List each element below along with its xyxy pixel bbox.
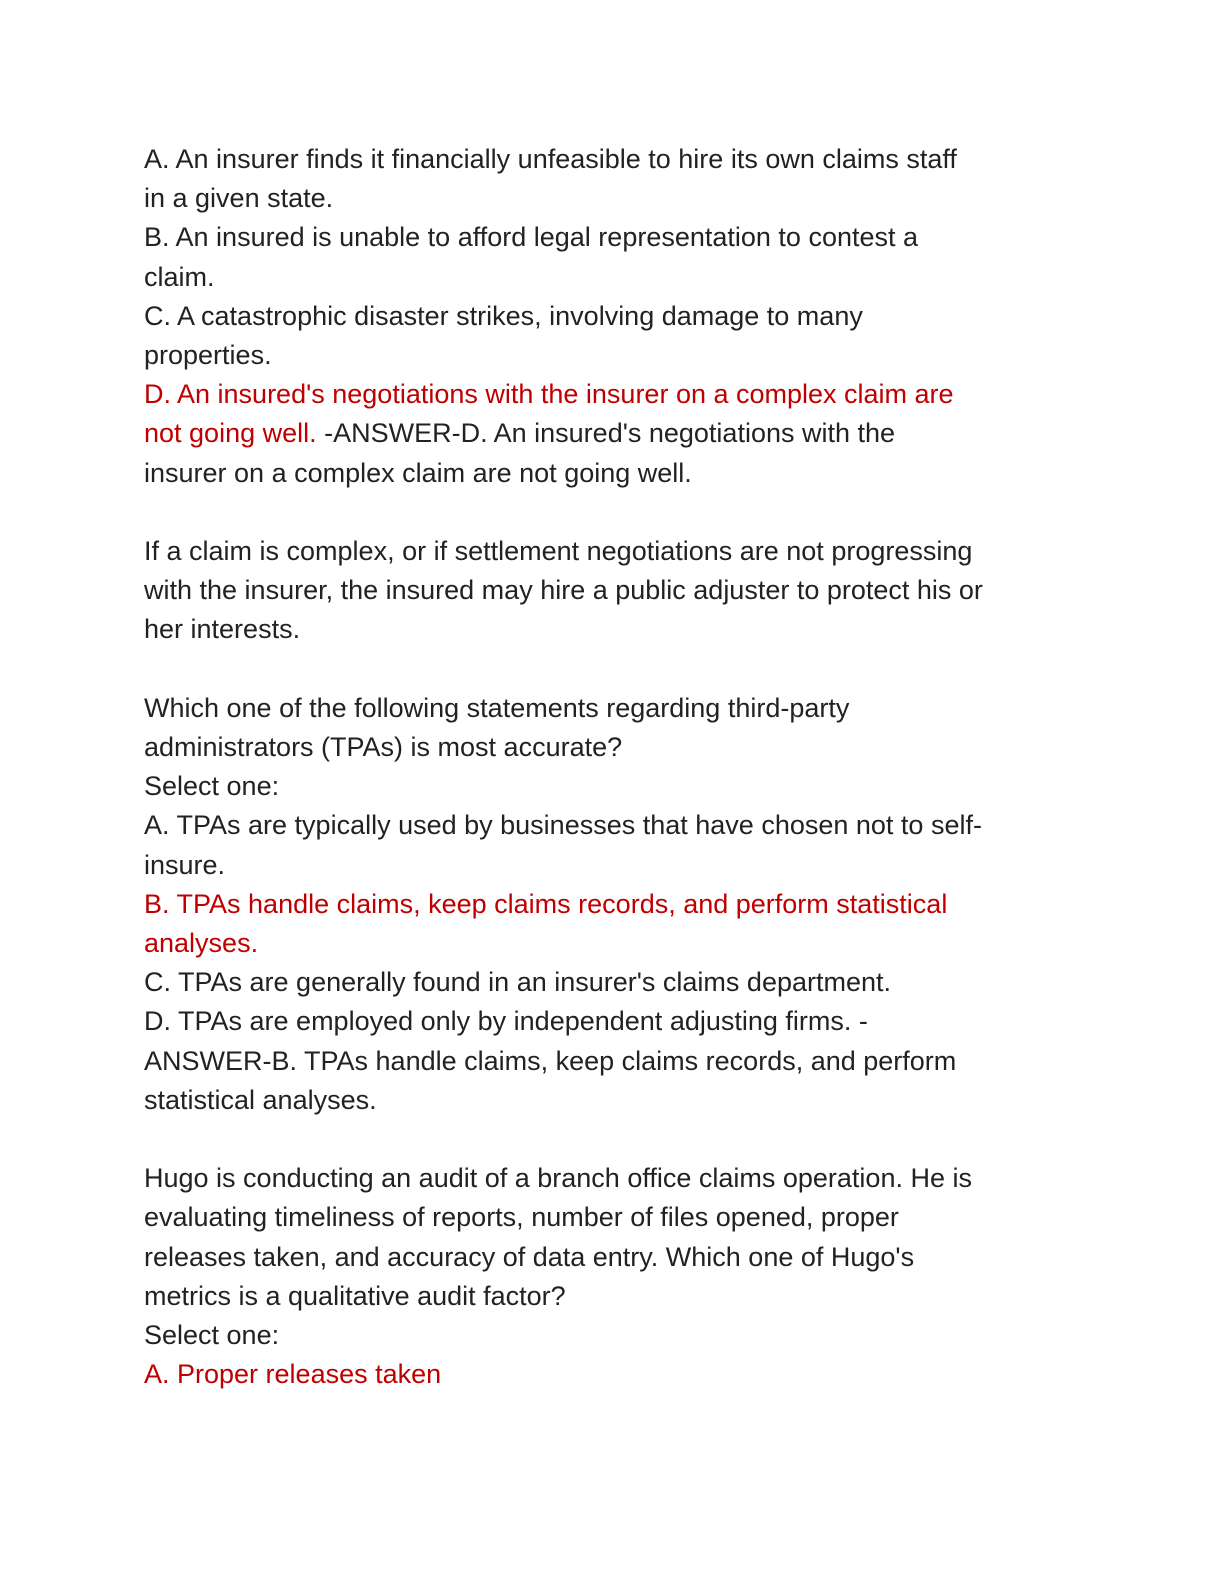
paragraph-spacer: [144, 493, 1104, 532]
explanation-line: her interests.: [144, 614, 301, 645]
option-d-correct-line: D. An insured's negotiations with the insurer on a complex claim are: [144, 379, 954, 410]
answer-text: ANSWER-B. TPAs handle claims, keep claims records, and perform: [144, 1045, 957, 1076]
document-page: [144, 140, 1104, 1394]
question-line: administrators (TPAs) is most accurate?: [144, 732, 623, 763]
option-d-correct-cont: not going well.: [144, 418, 317, 449]
option-a-line-cont: in a given state.: [144, 183, 334, 214]
question-block-public-adjuster-options: [144, 140, 1104, 493]
explanation-line: If a claim is complex, or if settlement negotiations are not progressing: [144, 536, 973, 567]
option-a-line-cont: insure.: [144, 849, 226, 880]
option-b-correct-line-cont: analyses.: [144, 928, 259, 959]
option-b-line-cont: claim.: [144, 261, 215, 292]
option-c-line-cont: properties.: [144, 340, 272, 371]
question-line: evaluating timeliness of reports, number of files opened, proper: [144, 1202, 899, 1233]
answer-text-cont: insurer on a complex claim are not going well.: [144, 457, 692, 488]
paragraph-spacer: [144, 650, 1104, 689]
option-a-line: A. TPAs are typically used by businesses that have chosen not to self-: [144, 810, 982, 841]
select-one-label: Select one:: [144, 1320, 280, 1351]
option-a-line: A. An insurer finds it financially unfeasible to hire its own claims staff: [144, 144, 957, 174]
select-one-label: Select one:: [144, 771, 280, 802]
question-block-audit: [144, 1159, 1104, 1394]
question-line: releases taken, and accuracy of data entry. Which one of Hugo's: [144, 1241, 915, 1272]
answer-text: -ANSWER-D. An insured's negotiations with the: [316, 418, 896, 449]
question-line: Which one of the following statements regarding third-party: [144, 692, 850, 723]
explanation-line: with the insurer, the insured may hire a public adjuster to protect his or: [144, 575, 983, 606]
option-b-correct-line: B. TPAs handle claims, keep claims records, and perform statistical: [144, 888, 948, 919]
question-line: metrics is a qualitative audit factor?: [144, 1280, 566, 1311]
paragraph-spacer: [144, 1120, 1104, 1159]
option-b-line: B. An insured is unable to afford legal representation to contest a: [144, 222, 919, 253]
option-c-line: C. TPAs are generally found in an insurer's claims department.: [144, 967, 892, 998]
explanation-paragraph: [144, 532, 1104, 650]
option-c-line: C. A catastrophic disaster strikes, involving damage to many: [144, 300, 863, 331]
option-d-line: D. TPAs are employed only by independent adjusting firms. -: [144, 1006, 868, 1037]
question-line: Hugo is conducting an audit of a branch office claims operation. He is: [144, 1163, 972, 1194]
option-a-correct-line: A. Proper releases taken: [144, 1359, 442, 1390]
answer-text-cont: statistical analyses.: [144, 1084, 377, 1115]
question-block-tpa: [144, 689, 1104, 1120]
option-d-line-cont: [144, 414, 1104, 453]
